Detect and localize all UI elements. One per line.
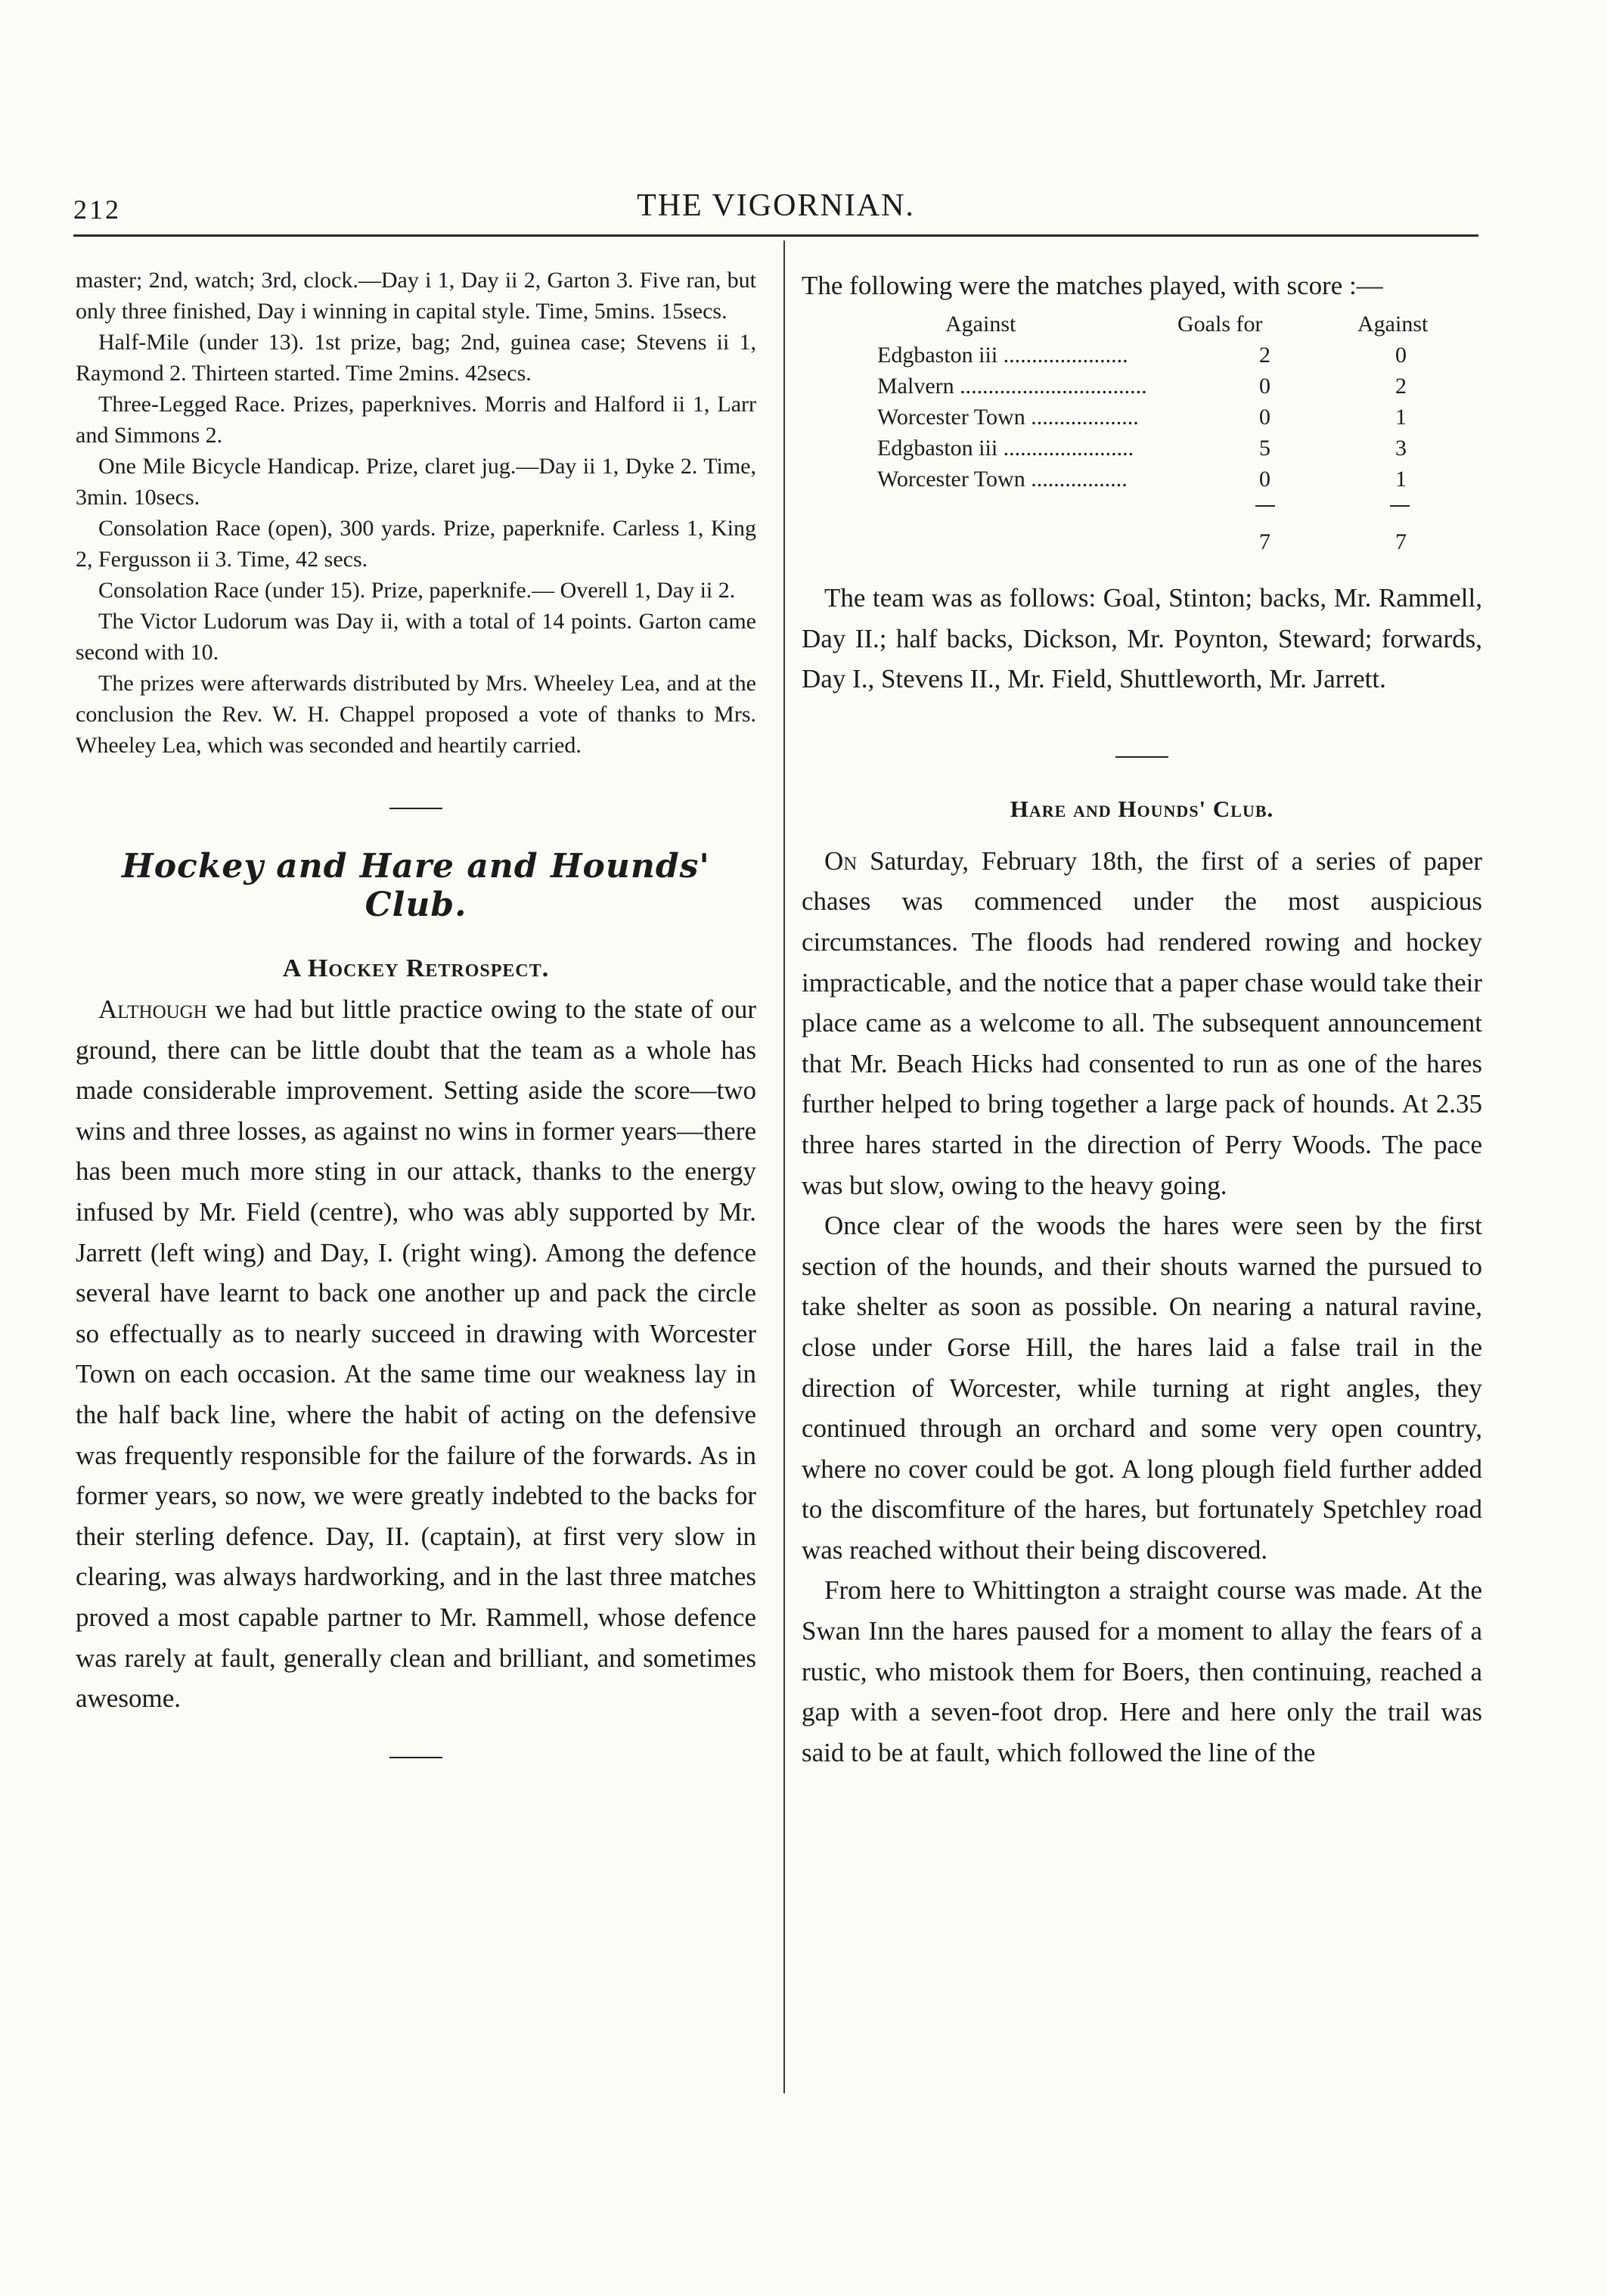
goals-for: 0	[1259, 467, 1270, 492]
table-row	[802, 340, 1482, 371]
column-divider	[783, 240, 785, 2093]
total-goals-against: 7	[1395, 529, 1407, 554]
results-paragraph: One Mile Bicycle Handicap. Prize, claret jug.—Day ii 1, Dyke 2. Time, 3min. 10secs.	[76, 454, 756, 510]
goals-against: 1	[1395, 467, 1407, 492]
totals-rule-row	[802, 495, 1482, 517]
page-header	[73, 185, 1478, 230]
section-heading: Hockey and Hare and Hounds' Club.	[122, 847, 710, 924]
section-divider	[1115, 756, 1168, 758]
header-rule	[73, 234, 1478, 237]
score-table	[802, 309, 1482, 555]
hare-paragraph	[802, 841, 1482, 1205]
results-paragraph: Consolation Race (open), 300 yards. Prize, paperknife. Carless 1, King 2, Fergusson ii 3. Time, 42 secs.	[76, 516, 756, 572]
column-header-goals-against: Against	[1357, 312, 1429, 337]
score-table-header	[802, 309, 1482, 340]
goals-against: 0	[1395, 343, 1407, 368]
goals-against: 3	[1395, 436, 1407, 461]
hare-opening-word: On	[824, 845, 858, 876]
table-row	[802, 464, 1482, 495]
hockey-opening-word: Although	[98, 994, 207, 1024]
left-column	[76, 265, 756, 1758]
goals-for: 0	[1259, 374, 1270, 399]
section-divider	[389, 808, 442, 809]
goals-for: 0	[1259, 405, 1270, 430]
sports-results	[76, 265, 756, 761]
matches-intro: The following were the matches played, with score :—	[802, 271, 1383, 300]
results-paragraph: Three-Legged Race. Prizes, paperknives. Morris and Halford ii 1, Larr and Simmons 2.	[76, 392, 756, 448]
hockey-paragraph	[76, 989, 756, 1719]
goals-for: 2	[1259, 343, 1270, 368]
goals-against: 1	[1395, 405, 1407, 430]
team-name: Edgbaston iii ......................	[877, 343, 1128, 368]
results-paragraph: Half-Mile (under 13). 1st prize, bag; 2nd, guinea case; Stevens ii 1, Raymond 2. Thirteen started. Time 2mins. 42secs.	[76, 330, 756, 386]
column-header-against: Against	[945, 312, 1016, 337]
hockey-subheading: A Hockey Retrospect.	[282, 954, 550, 982]
team-name: Worcester Town .................	[877, 467, 1128, 492]
results-paragraph: The prizes were afterwards distributed by Mrs. Wheeley Lea, and at the conclusion the Rev. W. H. Chappel proposed a vote of thanks to Mrs. Wheeley Lea, which was seconded and heartily carried.	[76, 671, 756, 758]
table-row	[802, 433, 1482, 464]
totals-rule	[1390, 505, 1410, 507]
results-paragraph: Consolation Race (under 15). Prize, paperknife.— Overell 1, Day ii 2.	[98, 578, 736, 603]
team-name: Edgbaston iii .......................	[877, 436, 1134, 461]
hare-paragraph: Once clear of the woods the hares were seen by the first section of the hounds, and their shouts warned the pursued to take shelter as soon as possible. On nearing a natural ravine, close under Gorse Hill, the hares laid a false trail in the direction of Worcester, while turning at right angles, they continued through an orchard and some very open country, where no cover could be got. A long plough field further added to the discomfiture of the hares, but fortunately Spetchley road was reached without their being discovered.	[802, 1211, 1482, 1565]
right-column	[802, 265, 1482, 1773]
totals-rule	[1255, 505, 1275, 507]
team-name: Worcester Town ...................	[877, 405, 1139, 430]
hare-paragraph: From here to Whittington a straight course was made. At the Swan Inn the hares paused for a moment to allay the fears of a rustic, who mistook them for Boers, then continuing, reached a gap with a seven-foot drop. Here and here only the trail was said to be at fault, which followed the line of the	[802, 1575, 1482, 1767]
section-end-rule	[389, 1757, 442, 1758]
hockey-body: we had but little practice owing to the state of our ground, there can be little doubt that the team as a whole has made considerable improvement. Setting aside the score—two wins and three losses, as against no wins in former years—there has been much more sting in our attack, thanks to the energy infused by Mr. Field (centre), who was ably supported by Mr. Jarrett (left wing) and Day, I. (right wing). Among the defence several have learnt to back one another up and pack the circle so effectually as to nearly succeed in drawing with Worcester Town on each occasion. At the same time our weakness lay in the half back line, where the habit of acting on the defensive was frequently responsible for the failure of the forwards. As in former years, so now, we were greatly indebted to the backs for their sterling defence. Day, II. (captain), at first very slow in clearing, was always hardworking, and in the last three matches proved a most capable partner to Mr. Rammell, whose defence was rarely at fault, generally clean and brilliant, and sometimes awesome.	[76, 994, 757, 1714]
results-paragraph: The Victor Ludorum was Day ii, with a total of 14 points. Garton came second with 10.	[76, 609, 756, 665]
column-header-goals-for: Goals for	[1177, 312, 1263, 337]
team-name: Malvern .................................	[877, 374, 1147, 399]
hare-subheading: Hare and Hounds' Club.	[1010, 795, 1274, 822]
hare-body: Saturday, February 18th, the first of a series of paper chases was commenced under the most auspicious circumstances. The floods had rendered rowing and hockey impracticable, and the notice that a paper chase would take their place came as a welcome to all. The subsequent announcement that Mr. Beach Hicks had consented to run as one of the hares further helped to bring together a large pack of hounds. At 2.35 three hares started in the direction of Perry Woods. The pace was but slow, owing to the heavy going.	[802, 845, 1483, 1200]
totals-row	[802, 517, 1482, 555]
total-goals-for: 7	[1259, 529, 1270, 554]
table-row	[802, 371, 1482, 402]
table-row	[802, 402, 1482, 433]
goals-against: 2	[1395, 374, 1407, 399]
page-number: 212	[73, 194, 121, 225]
journal-title: THE VIGORNIAN.	[637, 188, 915, 223]
goals-for: 5	[1259, 436, 1270, 461]
results-paragraph: master; 2nd, watch; 3rd, clock.—Day i 1, Day ii 2, Garton 3. Five ran, but only three finished, Day i winning in capital style. Time, 5mins. 15secs.	[76, 268, 756, 324]
team-paragraph: The team was as follows: Goal, Stinton; backs, Mr. Rammell, Day II.; half backs, Dickson, Mr. Poynton, Steward; forwards, Day I., Stevens II., Mr. Field, Shuttleworth, Mr. Jarrett.	[802, 583, 1482, 694]
